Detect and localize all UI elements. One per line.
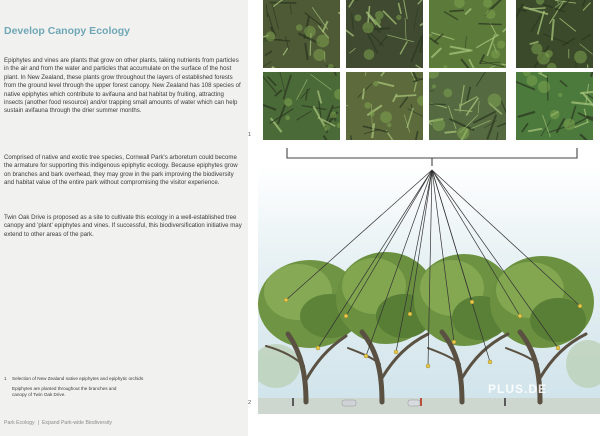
figure-note [4,386,132,398]
text-panel [0,0,248,436]
epiphyte-photo [516,0,593,68]
footer-section: Park Ecology [4,420,35,426]
note-text: Epiphytes are planted throughout the branches and canopy of Twin Oak Drive. [12,386,117,397]
epiphyte-photo [263,72,340,140]
body-paragraph [4,154,244,188]
tree-canopy-illustration [258,166,600,414]
page-title: Develop Canopy Ecology [4,25,131,37]
epiphyte-photo [346,72,423,140]
figure-note [4,376,244,382]
note-number: 1 [4,376,7,381]
epiphyte-photo [429,0,506,68]
epiphyte-photo [429,72,506,140]
paragraph-text: Twin Oak Drive is proposed as a site to cultivate this ecology in a well-established tree canopy and 'plant' epiphytes and vines. If successful, this biodiversification initiative may extend to other areas of the park. [4,214,242,238]
note-text: Selection of New Zealand native epiphytes and epiphytic orchids [12,376,144,381]
page-footer [4,420,112,426]
footer-subsection: Expand Park-wide Biodiversity [41,420,112,426]
figure-number: 1 [248,132,252,138]
footer-separator: | [37,420,39,426]
paragraph-text: Comprised of native and exotic tree species, Cornwall Park's arboretum could become the armature for supporting this indigenous epiphytic ecology. Because epiphytes grow on branches and bark overhead, they may grow in the park improving the biodiversity and habitat value of the entire park without compromising the visitor experience. [4,154,238,187]
figure-number: 2 [248,400,252,406]
paragraph-text: Epiphytes and vines are plants that grow on other plants, taking nutrients from particles in the air and from the water and particles that accumulate on the surface of the host plant. In New Zealand, these plants grow throughout the layers of established forests from the ground level through the upper forest canopy. New Zealand has 108 species of native epiphytes which contribute to avifauna and bat habitat by fruiting, attracting insects (another food resource) and/or trapping small amounts of water which can help sustain avifauna through the drier summer months. [4,57,241,115]
epiphyte-photo [516,72,593,140]
ground [258,398,600,414]
epiphyte-photo [263,0,340,68]
epiphyte-photo [346,0,423,68]
body-paragraph [4,57,244,116]
watermark-text: PLUS.DE [488,382,548,396]
body-paragraph [4,214,244,239]
note-number [4,386,12,392]
